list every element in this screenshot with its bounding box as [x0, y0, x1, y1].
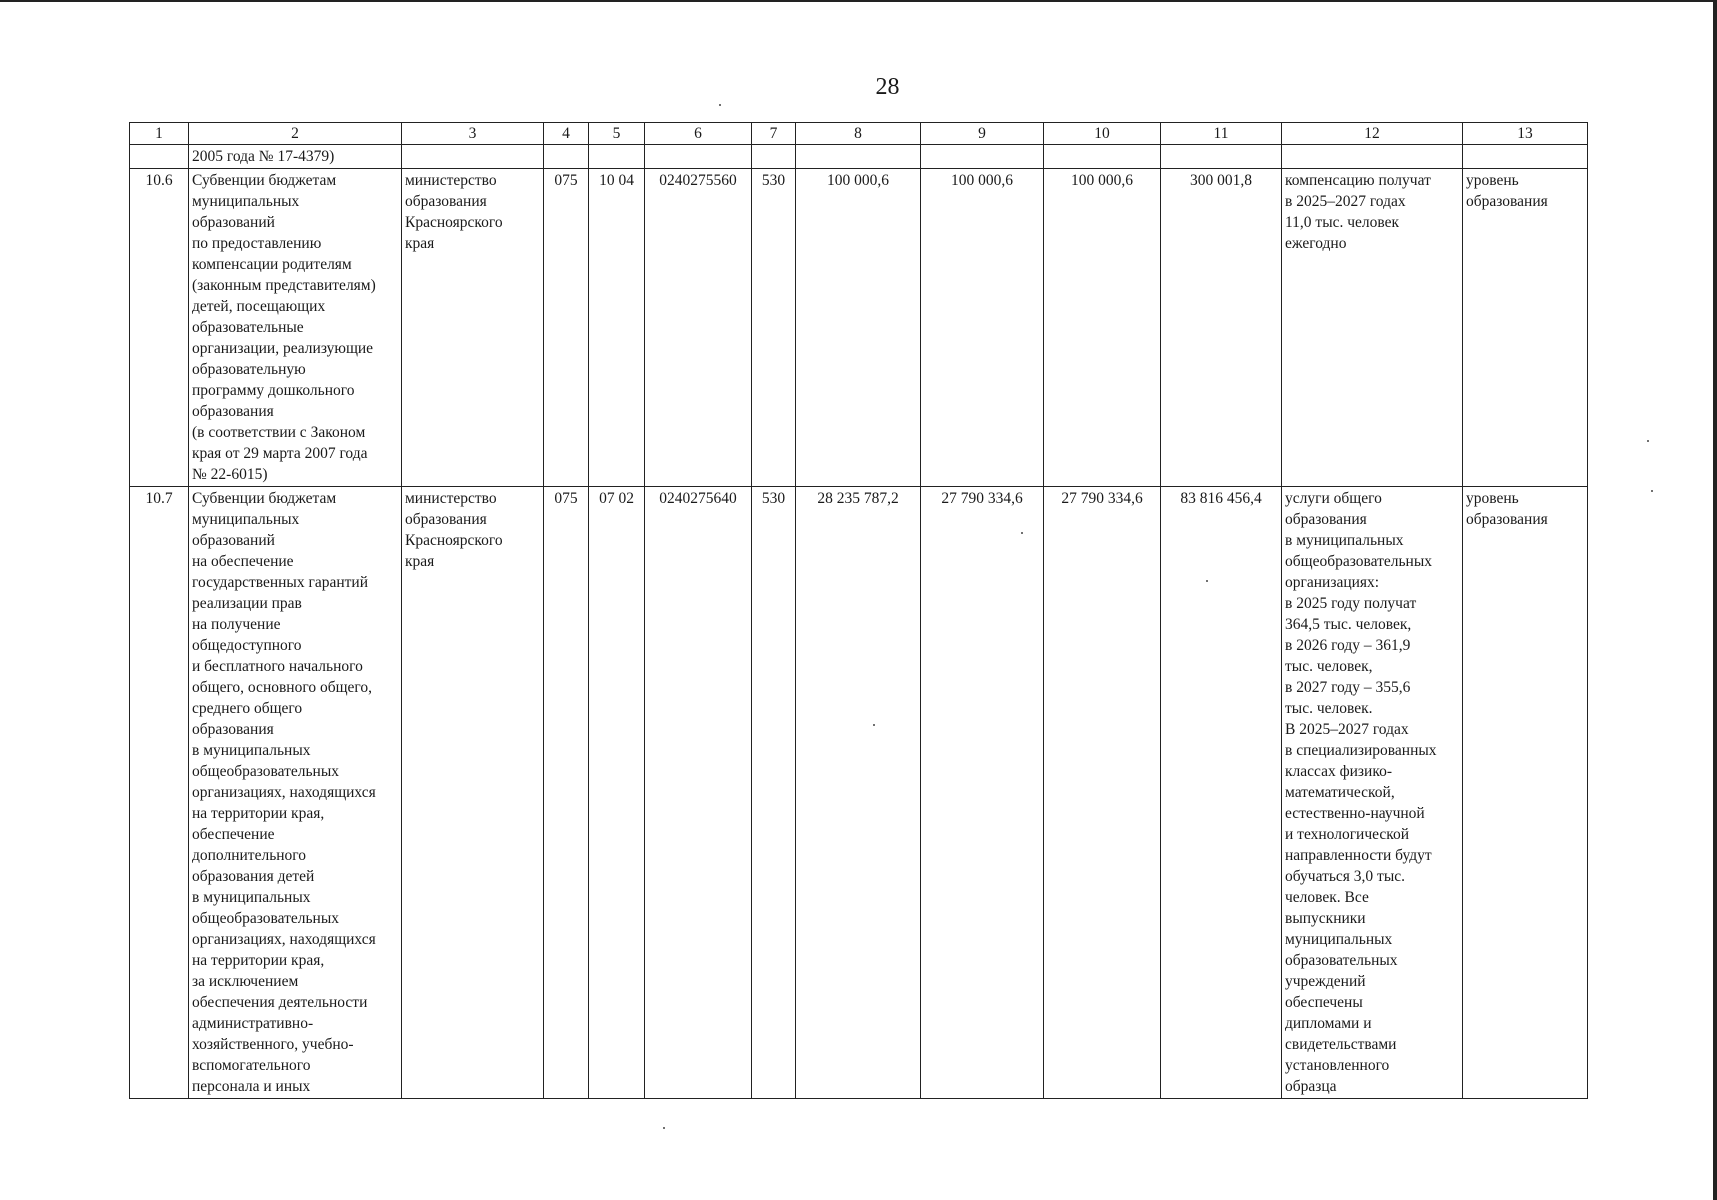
column-header: 4 — [544, 123, 589, 145]
section-code: 10 04 — [589, 169, 645, 487]
scan-speck — [1651, 490, 1653, 492]
target-article-code: 0240275640 — [645, 487, 752, 1099]
continuation-text: 2005 года № 17-4379) — [189, 145, 402, 169]
column-header: 7 — [752, 123, 796, 145]
column-header: 13 — [1463, 123, 1588, 145]
column-header: 10 — [1044, 123, 1161, 145]
continuation-row — [130, 145, 1588, 169]
table-cell — [1161, 145, 1282, 169]
executor: министерство образования Красноярского края — [402, 487, 544, 1099]
row-number: 10.6 — [130, 169, 189, 487]
page-number: 28 — [875, 74, 900, 100]
scan-edge-top — [0, 0, 1717, 2]
amount-total: 83 816 456,4 — [1161, 487, 1282, 1099]
table-cell — [1044, 145, 1161, 169]
measure-name: Субвенции бюджетам муниципальных образований по предоставлению компенсации родителям (законным представителям) детей, посещающих образовательные организации, реализующие образовательную программу дошкольного образования (в соответствии с Законом края от 29 марта 2007 года № 22-6015) — [189, 169, 402, 487]
column-header: 12 — [1282, 123, 1463, 145]
scan-speck — [1021, 532, 1023, 534]
expense-type-code: 530 — [752, 169, 796, 487]
amount-2025: 28 235 787,2 — [796, 487, 921, 1099]
table-cell — [796, 145, 921, 169]
table-cell — [645, 145, 752, 169]
scan-speck — [719, 104, 721, 106]
table-cell — [544, 145, 589, 169]
table-row — [130, 169, 1588, 487]
column-header: 1 — [130, 123, 189, 145]
amount-2027: 100 000,6 — [1044, 169, 1161, 487]
row-number: 10.7 — [130, 487, 189, 1099]
column-number-row — [130, 123, 1588, 145]
expected-result: компенсацию получат в 2025–2027 годах 11,0 тыс. человек ежегодно — [1282, 169, 1463, 487]
amount-2025: 100 000,6 — [796, 169, 921, 487]
indicator: уровень образования — [1463, 169, 1588, 487]
grbs-code: 075 — [544, 169, 589, 487]
amount-2026: 27 790 334,6 — [921, 487, 1044, 1099]
executor: министерство образования Красноярского края — [402, 169, 544, 487]
scan-speck — [1206, 580, 1208, 582]
expected-result: услуги общего образования в муниципальных общеобразовательных организациях: в 2025 году получат 364,5 тыс. человек, в 2026 году – 361,9 тыс. человек, в 2027 году – 355,6 тыс. человек. В 2025–2027 годах в специализированных классах физико- математической, естественно-научной и технологической направленности будут обучаться 3,0 тыс. человек. Все выпускники муниципальных образовательных учреждений обеспечены дипломами и свидетельствами установленного образца — [1282, 487, 1463, 1099]
amount-2026: 100 000,6 — [921, 169, 1044, 487]
amount-total: 300 001,8 — [1161, 169, 1282, 487]
column-header: 8 — [796, 123, 921, 145]
column-header: 11 — [1161, 123, 1282, 145]
section-code: 07 02 — [589, 487, 645, 1099]
column-header: 9 — [921, 123, 1044, 145]
target-article-code: 0240275560 — [645, 169, 752, 487]
table-row — [130, 487, 1588, 1099]
table-cell — [402, 145, 544, 169]
column-header: 3 — [402, 123, 544, 145]
grbs-code: 075 — [544, 487, 589, 1099]
indicator: уровень образования — [1463, 487, 1588, 1099]
scan-speck — [873, 724, 875, 726]
table-cell — [130, 145, 189, 169]
scan-speck — [663, 1127, 665, 1129]
column-header: 5 — [589, 123, 645, 145]
column-header: 6 — [645, 123, 752, 145]
budget-table — [129, 122, 1588, 1099]
table-cell — [752, 145, 796, 169]
column-header: 2 — [189, 123, 402, 145]
expense-type-code: 530 — [752, 487, 796, 1099]
scan-edge-right — [1713, 0, 1717, 1200]
amount-2027: 27 790 334,6 — [1044, 487, 1161, 1099]
table-cell — [1463, 145, 1588, 169]
table-cell — [921, 145, 1044, 169]
table-cell — [589, 145, 645, 169]
scan-speck — [1647, 440, 1649, 442]
table-cell — [1282, 145, 1463, 169]
measure-name: Субвенции бюджетам муниципальных образований на обеспечение государственных гарантий реализации прав на получение общедоступного и бесплатного начального общего, основного общего, среднего общего образования в муниципальных общеобразовательных организациях, находящихся на территории края, обеспечение дополнительного образования детей в муниципальных общеобразовательных организациях, находящихся на территории края, за исключением обеспечения деятельности административно- хозяйственного, учебно- вспомогательного персонала и иных — [189, 487, 402, 1099]
